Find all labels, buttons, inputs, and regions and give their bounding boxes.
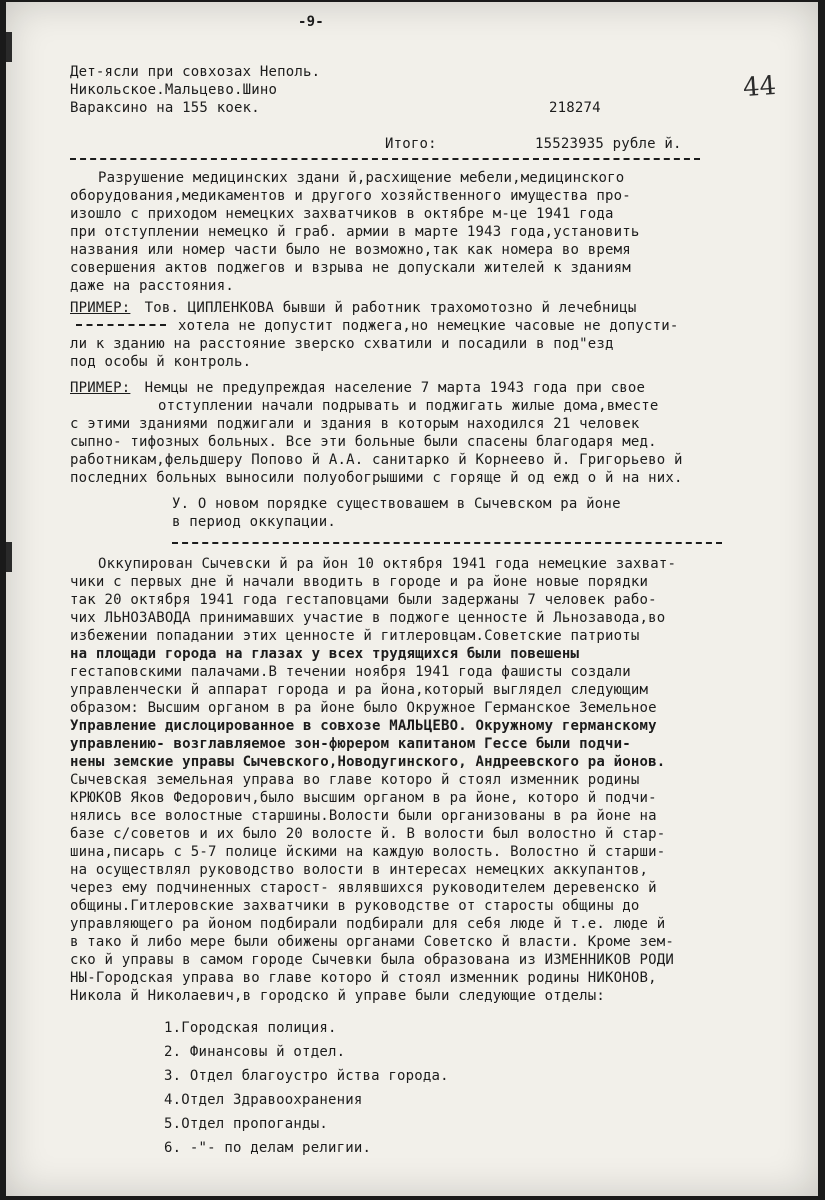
text-line: Сычевская земельная управа во главе которо й стоял изменник родины: [70, 772, 640, 788]
text-line: нялись все волостные старшины.Волости были организованы в ра йоне на: [70, 808, 657, 824]
divider: [172, 542, 722, 544]
divider: [70, 158, 700, 160]
text-line: управленчески й аппарат города и ра йона,который выглядел следующим: [70, 682, 649, 698]
total-label: Итого:: [385, 136, 437, 152]
example-label: ПРИМЕР:: [70, 300, 131, 316]
text-line: хотела не допустит поджега,но немецкие часовые не допусти-: [178, 318, 679, 334]
header-line: Никольское.Мальцево.Шино: [70, 82, 278, 98]
text-line: оборудования,медикаментов и другого хозяйственного имущества про-: [70, 188, 631, 204]
text-line: Разрушение медицинских здани й,расхищение мебели,медицинского: [98, 170, 625, 186]
text-line: Управление дислоцированное в совхозе МАЛЬЦЕВО. Окружному германскому: [70, 718, 657, 734]
archive-mark: 44: [741, 70, 778, 104]
list-item: 1.Городская полиция.: [164, 1020, 337, 1036]
list-item: 6. -"- по делам религии.: [164, 1140, 372, 1156]
text-line: НЫ-Городская управа во главе которо й стоял изменник родины НИКОНОВ,: [70, 970, 657, 986]
text-line: отступлении начали подрывать и поджигать жилые дома,вместе: [158, 398, 659, 414]
text-line: чики с первых дне й начали вводить в городе и ра йоне новые порядки: [70, 574, 649, 590]
text-line: сыпно- тифозных больных. Все эти больные были спасены благодаря мед.: [70, 434, 657, 450]
text-line: управляющего ра йоном подбирали подбирали для себя люде й т.е. люде й: [70, 916, 666, 932]
text-line: Тов. ЦИПЛЕНКОВА бывши й работник трахомотозно й лечебницы: [136, 300, 637, 316]
text-line: чих ЛЬНОЗАВОДА принимавших участие в поджоге ценносте й Льнозавода,во: [70, 610, 666, 626]
text-line: в тако й либо мере были обижены органами Советско й власти. Кроме зем-: [70, 934, 675, 950]
punch-hole: [6, 32, 12, 62]
text-line: изошло с приходом немецких захватчиков в октябре м-це 1941 года: [70, 206, 614, 222]
text-line: на осуществлял руководство волости в интересах немецких аккупантов,: [70, 862, 649, 878]
page-number: -9-: [298, 14, 324, 30]
text-line: гестаповскими палачами.В течении ноября 1941 года фашисты создали: [70, 664, 631, 680]
text-line: названия или номер части было не возможно,так как номера во время: [70, 242, 631, 258]
text-line: нены земские управы Сычевского,Новодугинского, Андреевского ра йонов.: [70, 754, 666, 770]
text-line: последних больных выносили полуобогрышими с горяще й од ежд о й на них.: [70, 470, 683, 486]
header-line: Дет-ясли при совхозах Неполь.: [70, 64, 321, 80]
heading-line: У. О новом порядке существовашем в Сычевском ра йоне: [172, 496, 621, 512]
text-line: на площади города на глазах у всех трудящихся были повешены: [70, 646, 580, 662]
text-line: под особы й контроль.: [70, 354, 252, 370]
header-amount: 218274: [549, 100, 601, 116]
list-item: 2. Финансовы й отдел.: [164, 1044, 346, 1060]
heading-line: в период оккупации.: [172, 514, 336, 530]
text-line: КРЮКОВ Яков Федорович,было высшим органом в ра йоне, которо й подчи-: [70, 790, 657, 806]
text-line: шина,писарь с 5-7 полице йскими на каждую волость. Волостно й старши-: [70, 844, 666, 860]
divider: [76, 324, 166, 326]
punch-hole: [6, 542, 12, 572]
text-line: Немцы не предупреждая население 7 марта 1943 года при свое: [136, 380, 646, 396]
text-line: работникам,фельдшеру Попово й А.А. санитарко й Корнеево й. Григорьево й: [70, 452, 683, 468]
text-line: общины.Гитлеровские захватчики в руководстве от старосты общины до: [70, 898, 640, 914]
header-line: Вараксино на 155 коек.: [70, 100, 260, 116]
text-line: так 20 октября 1941 года гестаповцами были задержаны 7 человек рабо-: [70, 592, 657, 608]
list-item: 3. Отдел благоустро йства города.: [164, 1068, 449, 1084]
text-line: совершения актов поджегов и взрыва не допускали жителей к зданиям: [70, 260, 631, 276]
text-line: Оккупирован Сычевски й ра йон 10 октября 1941 года немецкие захват-: [98, 556, 677, 572]
example-label: ПРИМЕР:: [70, 380, 131, 396]
text-line: ско й управы в самом городе Сычевки была образована из ИЗМЕННИКОВ РОДИ: [70, 952, 675, 968]
text-line: при отступлении немецко й граб. армии в марте 1943 года,установить: [70, 224, 640, 240]
text-line: Никола й Николаевич,в городско й управе были следующие отделы:: [70, 988, 605, 1004]
text-line: с этими зданиями поджигали и здания в которым находился 21 человек: [70, 416, 640, 432]
document-page: [6, 2, 818, 1196]
list-item: 5.Отдел пропоганды.: [164, 1116, 328, 1132]
text-line: избежении попадании этих ценносте й гитлеровцам.Советские патриоты: [70, 628, 640, 644]
text-line: управлению- возглавляемое зон-фюрером капитаном Гессе были подчи-: [70, 736, 631, 752]
text-line: через ему подчиненных старост- являвшихся руководителем деревенско й: [70, 880, 657, 896]
text-line: ли к зданию на расстояние зверско схватили и посадили в под"езд: [70, 336, 614, 352]
text-line: базе с/советов и их было 20 волосте й. В волости был волостно й стар-: [70, 826, 666, 842]
list-item: 4.Отдел Здравоохранения: [164, 1092, 363, 1108]
total-value: 15523935 рубле й.: [535, 136, 682, 152]
text-line: даже на расстояния.: [70, 278, 234, 294]
text-line: образом: Высшим органом в ра йоне было Окружное Германское Земельное: [70, 700, 657, 716]
